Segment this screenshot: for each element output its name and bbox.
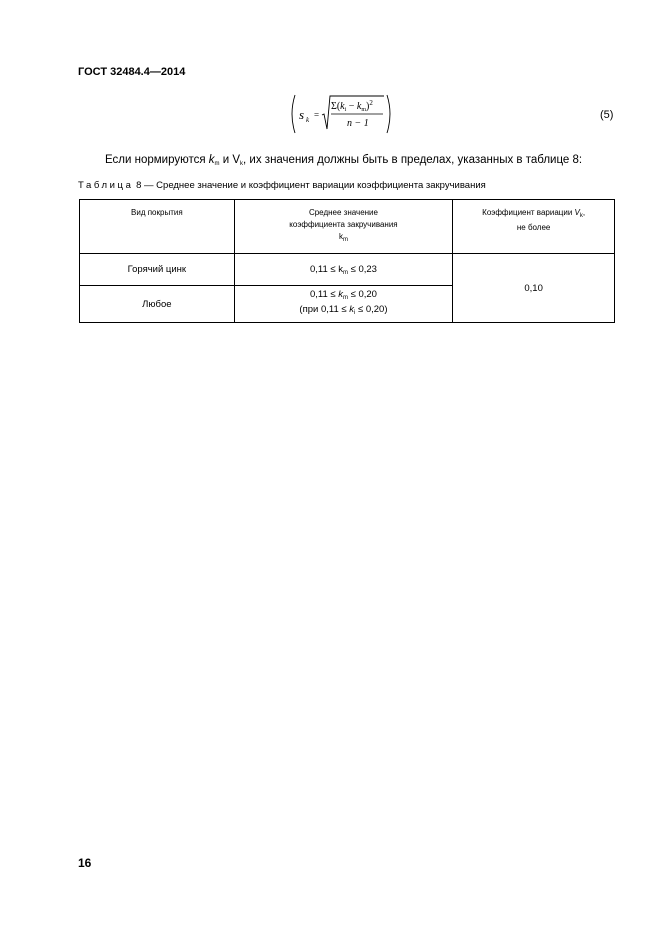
cell-coating: Любое (80, 286, 235, 323)
page-number: 16 (78, 856, 92, 870)
table-caption: Таблица 8 — Среднее значение и коэффициент вариации коэффициента закручивания (78, 180, 486, 191)
table-row (80, 254, 615, 286)
intro-paragraph: Если нормируются $k_m$ и $V_k$, их значения должны быть в пределах, указанных в таблице 8: (105, 154, 583, 167)
formula-5 (289, 93, 393, 135)
formula-graphic (289, 93, 393, 135)
cell-variation-value: 0,10 (453, 254, 615, 323)
left-parenthesis (292, 95, 295, 133)
header-mean-value: Среднее значение коэффициента закручивания $k_m$ (234, 200, 453, 254)
formula-lhs-sub: k (306, 116, 310, 124)
cell-range: $0,11 \le k_m \le 0,23$ (234, 254, 453, 286)
formula-numerator: $\Sigma(k_i - k_m)^2$ (331, 99, 373, 113)
table-8 (79, 199, 615, 323)
right-parenthesis (387, 95, 390, 133)
cell-coating: Горячий цинк (80, 254, 235, 286)
formula-equals: = (314, 110, 320, 120)
formula-lhs: s (299, 107, 305, 122)
equation-number: (5) (600, 109, 614, 121)
header-variation-coefficient: Коэффициент вариации $V_k$, не более (453, 200, 615, 254)
header-coating-type: Вид покрытия (80, 200, 235, 254)
document-header: ГОСТ 32484.4—2014 (78, 66, 186, 78)
cell-range: $0,11 \le k_m \le 0,20$ (при $0,11 \le k_i \le 0,20$) (234, 286, 453, 323)
table-header-row (80, 200, 615, 254)
caption-label: Таблица (78, 180, 134, 191)
formula-denominator: n − 1 (347, 118, 369, 129)
